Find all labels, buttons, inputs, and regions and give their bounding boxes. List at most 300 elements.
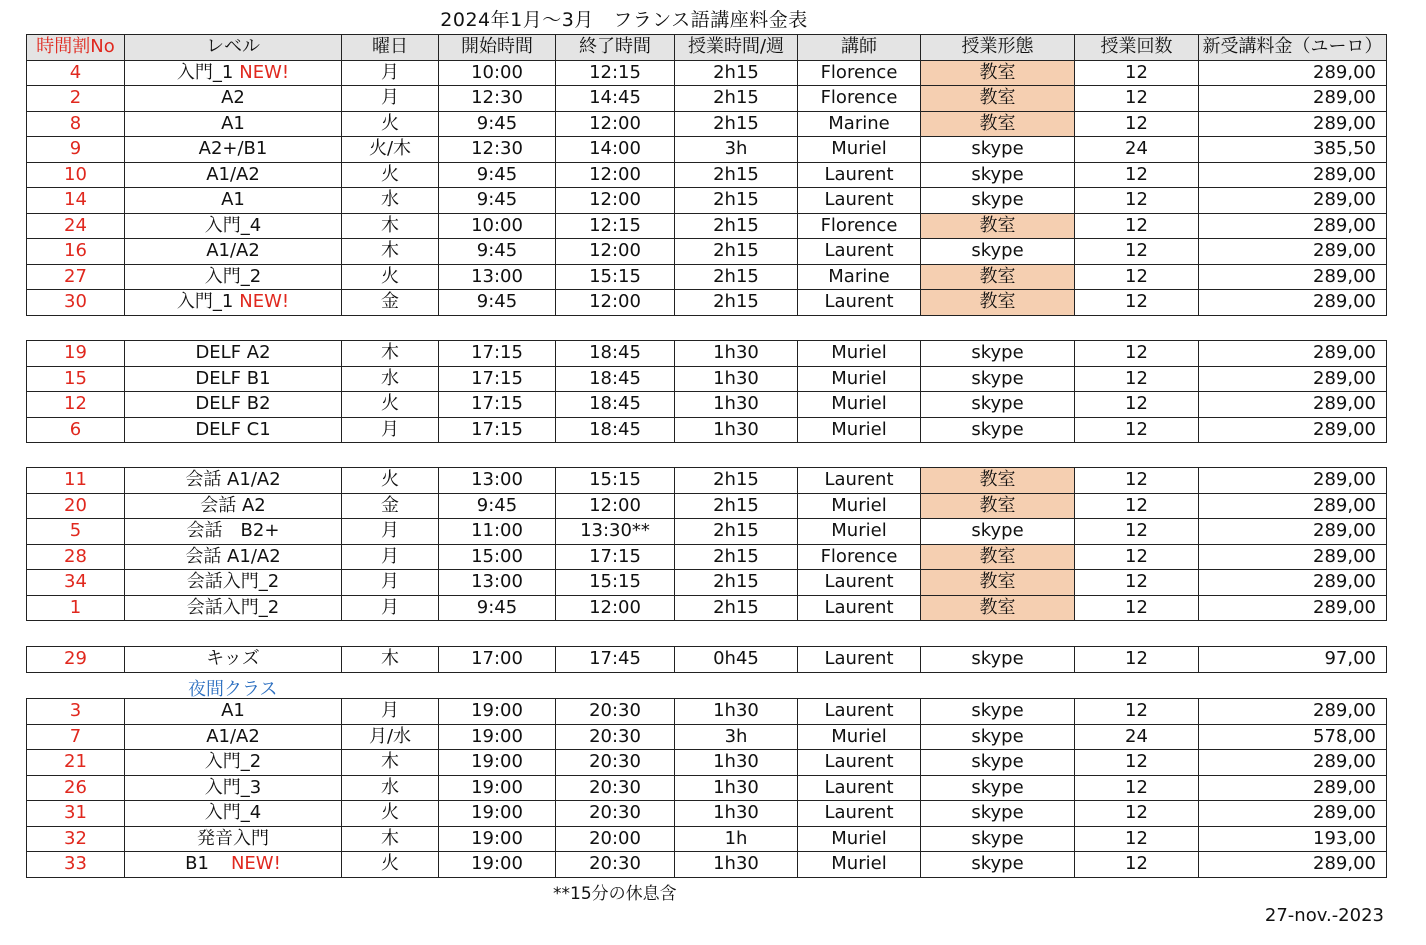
end-cell: 12:15 <box>556 213 675 239</box>
start-cell: 19:00 <box>439 826 556 852</box>
sessions-cell: 12 <box>1075 801 1199 827</box>
column-header: 曜日 <box>342 35 439 61</box>
hours-cell: 2h15 <box>675 264 798 290</box>
end-cell: 20:30 <box>556 852 675 878</box>
level-cell: 会話入門_2 <box>125 595 342 621</box>
day-cell: 月/水 <box>342 724 439 750</box>
new-badge: NEW! <box>239 61 290 83</box>
day-cell: 月 <box>342 519 439 545</box>
hours-cell: 2h15 <box>675 213 798 239</box>
end-cell: 12:00 <box>556 290 675 316</box>
column-header: 開始時間 <box>439 35 556 61</box>
teacher-cell: Muriel <box>798 392 921 418</box>
day-cell: 木 <box>342 826 439 852</box>
level-cell: DELF A2 <box>125 341 342 367</box>
level-cell: DELF B1 <box>125 366 342 392</box>
hours-cell: 3h <box>675 137 798 163</box>
hours-cell: 3h <box>675 724 798 750</box>
level-text: 入門_1 <box>176 291 234 313</box>
start-cell: 10:00 <box>439 213 556 239</box>
table-row <box>27 366 1387 392</box>
day-cell: 月 <box>342 417 439 443</box>
format-cell: 教室 <box>921 544 1075 570</box>
end-cell: 13:30** <box>556 519 675 545</box>
start-cell: 9:45 <box>439 239 556 265</box>
table-row <box>27 544 1387 570</box>
day-cell: 金 <box>342 493 439 519</box>
sessions-cell: 12 <box>1075 417 1199 443</box>
sessions-cell: 12 <box>1075 111 1199 137</box>
end-cell: 20:30 <box>556 775 675 801</box>
table-row <box>27 137 1387 163</box>
hours-cell: 2h15 <box>675 468 798 494</box>
fee-cell: 289,00 <box>1199 468 1387 494</box>
start-cell: 9:45 <box>439 290 556 316</box>
level-cell: 入門_3 <box>125 775 342 801</box>
hours-cell: 0h45 <box>675 647 798 673</box>
hours-cell: 1h30 <box>675 392 798 418</box>
day-cell: 火 <box>342 468 439 494</box>
hours-cell: 2h15 <box>675 86 798 112</box>
format-cell: skype <box>921 826 1075 852</box>
hours-cell: 1h30 <box>675 750 798 776</box>
hours-cell: 2h15 <box>675 188 798 214</box>
sessions-cell: 12 <box>1075 239 1199 265</box>
no-cell: 26 <box>27 775 125 801</box>
fee-cell: 289,00 <box>1199 264 1387 290</box>
day-cell: 火 <box>342 162 439 188</box>
format-cell: skype <box>921 724 1075 750</box>
day-cell: 月 <box>342 86 439 112</box>
fee-cell: 289,00 <box>1199 341 1387 367</box>
hours-cell: 2h15 <box>675 519 798 545</box>
table-row <box>27 493 1387 519</box>
end-cell: 12:15 <box>556 60 675 86</box>
day-cell: 月 <box>342 544 439 570</box>
teacher-cell: Muriel <box>798 366 921 392</box>
format-cell: skype <box>921 852 1075 878</box>
start-cell: 17:15 <box>439 417 556 443</box>
hours-cell: 2h15 <box>675 239 798 265</box>
schedule-table <box>26 340 1387 443</box>
fee-cell: 289,00 <box>1199 493 1387 519</box>
no-cell: 33 <box>27 852 125 878</box>
end-cell: 20:30 <box>556 801 675 827</box>
no-cell: 30 <box>27 290 125 316</box>
end-cell: 18:45 <box>556 392 675 418</box>
level-cell: A1/A2 <box>125 162 342 188</box>
end-cell: 17:45 <box>556 647 675 673</box>
format-cell: 教室 <box>921 111 1075 137</box>
day-cell: 木 <box>342 750 439 776</box>
fee-cell: 289,00 <box>1199 213 1387 239</box>
no-cell: 31 <box>27 801 125 827</box>
table-row <box>27 699 1387 725</box>
teacher-cell: Marine <box>798 111 921 137</box>
sessions-cell: 12 <box>1075 86 1199 112</box>
level-cell: A1/A2 <box>125 239 342 265</box>
teacher-cell: Laurent <box>798 647 921 673</box>
fee-cell: 289,00 <box>1199 392 1387 418</box>
fee-cell: 289,00 <box>1199 699 1387 725</box>
column-header: 新受講料金（ユーロ） <box>1199 35 1387 61</box>
hours-cell: 2h15 <box>675 111 798 137</box>
page-title: 2024年1月～3月 フランス語講座料金表 <box>440 9 808 31</box>
format-cell: skype <box>921 137 1075 163</box>
start-cell: 12:30 <box>439 86 556 112</box>
no-cell: 9 <box>27 137 125 163</box>
teacher-cell: Laurent <box>798 570 921 596</box>
start-cell: 9:45 <box>439 111 556 137</box>
fee-cell: 289,00 <box>1199 801 1387 827</box>
table-row <box>27 111 1387 137</box>
level-cell: 会話入門_2 <box>125 570 342 596</box>
start-cell: 9:45 <box>439 493 556 519</box>
table-row <box>27 86 1387 112</box>
hours-cell: 1h30 <box>675 852 798 878</box>
no-cell: 15 <box>27 366 125 392</box>
day-cell: 火 <box>342 852 439 878</box>
end-cell: 20:30 <box>556 724 675 750</box>
no-cell: 6 <box>27 417 125 443</box>
end-cell: 15:15 <box>556 264 675 290</box>
sessions-cell: 12 <box>1075 468 1199 494</box>
hours-cell: 2h15 <box>675 162 798 188</box>
level-text: 入門_1 <box>176 61 234 83</box>
day-cell: 金 <box>342 290 439 316</box>
end-cell: 18:45 <box>556 417 675 443</box>
sessions-cell: 12 <box>1075 60 1199 86</box>
hours-cell: 1h30 <box>675 366 798 392</box>
format-cell: skype <box>921 750 1075 776</box>
hours-cell: 2h15 <box>675 493 798 519</box>
level-cell: DELF C1 <box>125 417 342 443</box>
sessions-cell: 12 <box>1075 647 1199 673</box>
format-cell: 教室 <box>921 570 1075 596</box>
table-row <box>27 60 1387 86</box>
level-cell: A2+/B1 <box>125 137 342 163</box>
start-cell: 19:00 <box>439 801 556 827</box>
day-cell: 月 <box>342 595 439 621</box>
day-cell: 火 <box>342 111 439 137</box>
no-cell: 8 <box>27 111 125 137</box>
column-header: 授業形態 <box>921 35 1075 61</box>
fee-cell: 385,50 <box>1199 137 1387 163</box>
table-row <box>27 162 1387 188</box>
level-cell: A2 <box>125 86 342 112</box>
format-cell: skype <box>921 341 1075 367</box>
column-header: 講師 <box>798 35 921 61</box>
end-cell: 12:00 <box>556 111 675 137</box>
hours-cell: 1h30 <box>675 775 798 801</box>
level-cell <box>125 290 342 316</box>
fee-cell: 289,00 <box>1199 417 1387 443</box>
start-cell: 17:00 <box>439 647 556 673</box>
sessions-cell: 12 <box>1075 544 1199 570</box>
date-stamp: 27-nov.-2023 <box>1264 905 1384 926</box>
sessions-cell: 12 <box>1075 826 1199 852</box>
table-row <box>27 239 1387 265</box>
format-cell: 教室 <box>921 290 1075 316</box>
start-cell: 19:00 <box>439 724 556 750</box>
teacher-cell: Laurent <box>798 468 921 494</box>
schedule-table <box>26 467 1387 621</box>
night-class-label: 夜間クラス <box>188 679 278 700</box>
schedule-table <box>26 698 1387 878</box>
sessions-cell: 24 <box>1075 724 1199 750</box>
hours-cell: 2h15 <box>675 60 798 86</box>
format-cell: skype <box>921 162 1075 188</box>
fee-cell: 289,00 <box>1199 595 1387 621</box>
column-header: 授業回数 <box>1075 35 1199 61</box>
start-cell: 19:00 <box>439 699 556 725</box>
end-cell: 20:30 <box>556 750 675 776</box>
table-row <box>27 290 1387 316</box>
end-cell: 17:15 <box>556 544 675 570</box>
sessions-cell: 12 <box>1075 162 1199 188</box>
format-cell: 教室 <box>921 468 1075 494</box>
teacher-cell: Laurent <box>798 801 921 827</box>
schedule-table <box>26 34 1387 316</box>
sessions-cell: 12 <box>1075 595 1199 621</box>
level-cell: A1/A2 <box>125 724 342 750</box>
no-cell: 19 <box>27 341 125 367</box>
level-cell: 入門_2 <box>125 264 342 290</box>
hours-cell: 1h <box>675 826 798 852</box>
fee-cell: 193,00 <box>1199 826 1387 852</box>
fee-cell: 289,00 <box>1199 519 1387 545</box>
column-header: レベル <box>125 35 342 61</box>
fee-cell: 289,00 <box>1199 290 1387 316</box>
teacher-cell: Muriel <box>798 137 921 163</box>
start-cell: 9:45 <box>439 188 556 214</box>
start-cell: 12:30 <box>439 137 556 163</box>
teacher-cell: Muriel <box>798 519 921 545</box>
table-row <box>27 519 1387 545</box>
level-cell: A1 <box>125 188 342 214</box>
hours-cell: 1h30 <box>675 341 798 367</box>
start-cell: 11:00 <box>439 519 556 545</box>
fee-cell: 289,00 <box>1199 239 1387 265</box>
level-cell: A1 <box>125 111 342 137</box>
format-cell: 教室 <box>921 595 1075 621</box>
fee-cell: 289,00 <box>1199 188 1387 214</box>
fee-cell: 289,00 <box>1199 750 1387 776</box>
start-cell: 15:00 <box>439 544 556 570</box>
teacher-cell: Laurent <box>798 699 921 725</box>
day-cell: 木 <box>342 341 439 367</box>
table-header-row <box>27 35 1387 61</box>
column-header: 終了時間 <box>556 35 675 61</box>
no-cell: 24 <box>27 213 125 239</box>
teacher-cell: Muriel <box>798 341 921 367</box>
sessions-cell: 12 <box>1075 290 1199 316</box>
teacher-cell: Laurent <box>798 290 921 316</box>
end-cell: 14:00 <box>556 137 675 163</box>
start-cell: 19:00 <box>439 750 556 776</box>
level-cell <box>125 852 342 878</box>
day-cell: 火 <box>342 264 439 290</box>
teacher-cell: Muriel <box>798 417 921 443</box>
hours-cell: 1h30 <box>675 699 798 725</box>
day-cell: 木 <box>342 647 439 673</box>
sessions-cell: 24 <box>1075 137 1199 163</box>
level-cell: DELF B2 <box>125 392 342 418</box>
no-cell: 5 <box>27 519 125 545</box>
table-row <box>27 468 1387 494</box>
sessions-cell: 12 <box>1075 750 1199 776</box>
format-cell: skype <box>921 775 1075 801</box>
teacher-cell: Muriel <box>798 724 921 750</box>
start-cell: 13:00 <box>439 570 556 596</box>
day-cell: 木 <box>342 213 439 239</box>
teacher-cell: Laurent <box>798 775 921 801</box>
sessions-cell: 12 <box>1075 699 1199 725</box>
fee-cell: 578,00 <box>1199 724 1387 750</box>
end-cell: 20:00 <box>556 826 675 852</box>
end-cell: 20:30 <box>556 699 675 725</box>
level-cell: 入門_4 <box>125 801 342 827</box>
sessions-cell: 12 <box>1075 213 1199 239</box>
no-cell: 7 <box>27 724 125 750</box>
day-cell: 水 <box>342 775 439 801</box>
start-cell: 9:45 <box>439 595 556 621</box>
end-cell: 18:45 <box>556 366 675 392</box>
new-badge: NEW! <box>230 853 281 875</box>
level-text: B1 <box>185 853 209 875</box>
start-cell: 13:00 <box>439 468 556 494</box>
teacher-cell: Muriel <box>798 493 921 519</box>
fee-cell: 289,00 <box>1199 570 1387 596</box>
level-cell: A1 <box>125 699 342 725</box>
no-cell: 10 <box>27 162 125 188</box>
no-cell: 34 <box>27 570 125 596</box>
teacher-cell: Laurent <box>798 239 921 265</box>
level-cell <box>125 60 342 86</box>
no-cell: 16 <box>27 239 125 265</box>
table-row <box>27 801 1387 827</box>
day-cell: 木 <box>342 239 439 265</box>
teacher-cell: Muriel <box>798 826 921 852</box>
table-row <box>27 392 1387 418</box>
end-cell: 12:00 <box>556 595 675 621</box>
table-row <box>27 570 1387 596</box>
format-cell: skype <box>921 801 1075 827</box>
end-cell: 14:45 <box>556 86 675 112</box>
table-row <box>27 417 1387 443</box>
sessions-cell: 12 <box>1075 570 1199 596</box>
sessions-cell: 12 <box>1075 366 1199 392</box>
fee-cell: 289,00 <box>1199 111 1387 137</box>
sessions-cell: 12 <box>1075 852 1199 878</box>
fee-cell: 289,00 <box>1199 852 1387 878</box>
sessions-cell: 12 <box>1075 341 1199 367</box>
end-cell: 12:00 <box>556 188 675 214</box>
start-cell: 10:00 <box>439 60 556 86</box>
hours-cell: 1h30 <box>675 801 798 827</box>
fee-cell: 289,00 <box>1199 86 1387 112</box>
day-cell: 月 <box>342 570 439 596</box>
no-cell: 2 <box>27 86 125 112</box>
hours-cell: 2h15 <box>675 595 798 621</box>
format-cell: skype <box>921 188 1075 214</box>
table-row <box>27 750 1387 776</box>
no-cell: 29 <box>27 647 125 673</box>
level-cell: 会話 A2 <box>125 493 342 519</box>
level-cell: 会話 A1/A2 <box>125 468 342 494</box>
format-cell: 教室 <box>921 86 1075 112</box>
fee-cell: 289,00 <box>1199 162 1387 188</box>
format-cell: skype <box>921 647 1075 673</box>
day-cell: 水 <box>342 188 439 214</box>
table-row <box>27 724 1387 750</box>
start-cell: 9:45 <box>439 162 556 188</box>
table-row <box>27 213 1387 239</box>
no-cell: 20 <box>27 493 125 519</box>
hours-cell: 2h15 <box>675 570 798 596</box>
start-cell: 13:00 <box>439 264 556 290</box>
table-row <box>27 188 1387 214</box>
table-row <box>27 826 1387 852</box>
sessions-cell: 12 <box>1075 775 1199 801</box>
table-row <box>27 341 1387 367</box>
column-header: 授業時間/週 <box>675 35 798 61</box>
no-cell: 12 <box>27 392 125 418</box>
teacher-cell: Marine <box>798 264 921 290</box>
format-cell: skype <box>921 392 1075 418</box>
footnote: **15分の休息含 <box>553 884 677 904</box>
table-row <box>27 595 1387 621</box>
format-cell: skype <box>921 417 1075 443</box>
no-cell: 32 <box>27 826 125 852</box>
sessions-cell: 12 <box>1075 264 1199 290</box>
teacher-cell: Florence <box>798 213 921 239</box>
sessions-cell: 12 <box>1075 493 1199 519</box>
start-cell: 19:00 <box>439 775 556 801</box>
start-cell: 17:15 <box>439 341 556 367</box>
hours-cell: 2h15 <box>675 290 798 316</box>
no-cell: 21 <box>27 750 125 776</box>
day-cell: 水 <box>342 366 439 392</box>
day-cell: 火 <box>342 801 439 827</box>
table-row <box>27 852 1387 878</box>
column-header: 時間割No <box>27 35 125 61</box>
no-cell: 14 <box>27 188 125 214</box>
format-cell: skype <box>921 519 1075 545</box>
day-cell: 月 <box>342 60 439 86</box>
end-cell: 12:00 <box>556 239 675 265</box>
teacher-cell: Laurent <box>798 188 921 214</box>
no-cell: 28 <box>27 544 125 570</box>
day-cell: 火 <box>342 392 439 418</box>
level-cell: キッズ <box>125 647 342 673</box>
start-cell: 17:15 <box>439 392 556 418</box>
format-cell: 教室 <box>921 60 1075 86</box>
teacher-cell: Laurent <box>798 595 921 621</box>
level-cell: 発音入門 <box>125 826 342 852</box>
teacher-cell: Laurent <box>798 750 921 776</box>
sessions-cell: 12 <box>1075 392 1199 418</box>
fee-cell: 289,00 <box>1199 775 1387 801</box>
day-cell: 火/木 <box>342 137 439 163</box>
no-cell: 4 <box>27 60 125 86</box>
day-cell: 月 <box>342 699 439 725</box>
format-cell: 教室 <box>921 493 1075 519</box>
start-cell: 19:00 <box>439 852 556 878</box>
format-cell: skype <box>921 366 1075 392</box>
end-cell: 18:45 <box>556 341 675 367</box>
level-cell: 入門_4 <box>125 213 342 239</box>
